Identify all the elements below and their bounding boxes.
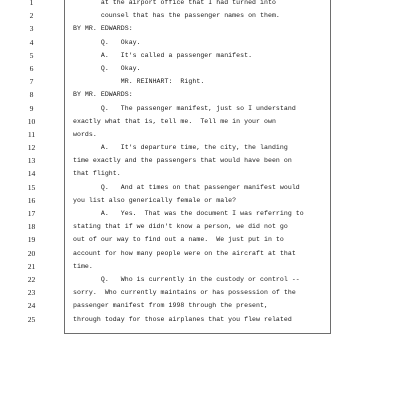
transcript-line — [0, 141, 400, 154]
line-number-value: 13 — [27, 156, 36, 166]
line-text: passenger manifest from 1998 through the present, — [73, 302, 268, 310]
line-number — [0, 75, 63, 88]
line-number-value: 17 — [27, 209, 36, 218]
line-number — [0, 62, 63, 75]
line-text: A. Yes. That was the document I was referring to — [73, 210, 304, 217]
line-number-value: 10 — [27, 116, 36, 126]
line-number — [0, 260, 63, 273]
line-text: Q. The passenger manifest, just so I understand — [73, 104, 296, 112]
line-number-value: 8 — [29, 90, 34, 100]
transcript-line — [0, 115, 400, 128]
line-number-value: 24 — [27, 301, 36, 311]
line-number — [0, 233, 63, 246]
line-number-value: 9 — [29, 103, 34, 113]
transcript-line — [0, 0, 400, 9]
line-number — [0, 313, 63, 326]
line-number — [0, 207, 63, 220]
transcript-line — [0, 247, 400, 260]
transcript-line — [0, 36, 400, 49]
line-number-value: 25 — [27, 314, 36, 324]
line-text: time exactly and the passengers that would have been on — [73, 157, 292, 165]
transcript-line — [0, 181, 400, 194]
line-text: Q. And at times on that passenger manifest would — [73, 183, 300, 191]
transcript-line — [0, 207, 400, 220]
line-number — [0, 247, 63, 260]
line-number-value: 22 — [27, 274, 36, 284]
line-number — [0, 128, 63, 141]
transcript-line — [0, 62, 400, 75]
transcript-line — [0, 194, 400, 207]
line-number-value: 7 — [29, 77, 34, 87]
transcript-line — [0, 167, 400, 180]
line-text: out of our way to find out a name. We just put in to — [73, 236, 284, 244]
line-text: exactly what that is, tell me. Tell me in your own — [73, 117, 276, 125]
line-number-value: 6 — [29, 63, 34, 73]
line-number-value: 5 — [29, 50, 34, 60]
line-number-value: 11 — [27, 129, 36, 139]
line-text: that flight. — [73, 170, 121, 178]
transcript-line — [0, 154, 400, 167]
line-text: at the airport office that I had turned into — [73, 0, 276, 6]
line-number — [0, 141, 63, 154]
line-number — [0, 286, 63, 299]
transcript-line — [0, 299, 400, 312]
transcript-line — [0, 220, 400, 233]
line-text: account for how many people were on the aircraft at that — [73, 249, 296, 257]
line-number-value: 14 — [27, 169, 36, 179]
line-text: time. — [73, 262, 93, 270]
line-number — [0, 9, 63, 22]
line-number-value: 3 — [29, 24, 34, 34]
line-number — [0, 115, 63, 128]
line-text: A. It's departure time, the city, the landing — [73, 144, 288, 152]
line-text: Q. Okay. — [73, 38, 141, 46]
line-number-value: 19 — [27, 235, 36, 245]
line-number-value: 16 — [27, 195, 36, 205]
line-number — [0, 220, 63, 233]
transcript-line — [0, 313, 400, 326]
line-text: counsel that has the passenger names on them. — [73, 12, 280, 20]
line-number-value: 18 — [27, 222, 36, 232]
line-number — [0, 181, 63, 194]
line-text: Q. Who is currently in the custody or control -- — [73, 275, 300, 283]
line-number — [0, 0, 63, 9]
line-text: BY MR. EDWARDS: — [73, 25, 133, 33]
line-text: sorry. Who currently maintains or has possession of the — [73, 289, 296, 297]
transcript-line — [0, 75, 400, 88]
line-number — [0, 167, 63, 180]
line-number-value: 23 — [27, 288, 36, 298]
transcript-line — [0, 9, 400, 22]
line-number-value: 2 — [29, 11, 34, 21]
line-text: MR. REINHART: Right. — [73, 78, 205, 86]
line-number-value: 4 — [29, 37, 34, 47]
transcript-line — [0, 88, 400, 101]
line-number-value: 12 — [27, 143, 36, 153]
line-number-value: 15 — [27, 182, 36, 192]
line-number — [0, 36, 63, 49]
line-number — [0, 194, 63, 207]
line-text: through today for those airplanes that you flew related — [73, 315, 292, 323]
line-number-value: 1 — [29, 0, 34, 7]
line-number — [0, 299, 63, 312]
transcript-line — [0, 286, 400, 299]
line-text: Q. Okay. — [73, 64, 141, 72]
line-number — [0, 49, 63, 62]
line-text: A. It's called a passenger manifest. — [73, 51, 253, 59]
line-number — [0, 88, 63, 101]
line-number — [0, 22, 63, 35]
line-text: you list also generically female or male? — [73, 196, 237, 204]
line-number-value: 20 — [27, 248, 36, 258]
transcript-line — [0, 102, 400, 115]
transcript-line — [0, 260, 400, 273]
line-number — [0, 273, 63, 286]
line-text: stating that if we didn't know a person, we did not go — [73, 223, 288, 231]
bottom-margin-rule — [64, 333, 331, 334]
transcript-line — [0, 233, 400, 246]
line-number-value: 21 — [27, 261, 36, 271]
transcript-line — [0, 49, 400, 62]
transcript-line — [0, 273, 400, 286]
line-number — [0, 154, 63, 167]
transcript-line — [0, 22, 400, 35]
line-text: words. — [73, 130, 97, 138]
line-number — [0, 102, 63, 115]
transcript-line — [0, 128, 400, 141]
line-text: BY MR. EDWARDS: — [73, 91, 133, 99]
